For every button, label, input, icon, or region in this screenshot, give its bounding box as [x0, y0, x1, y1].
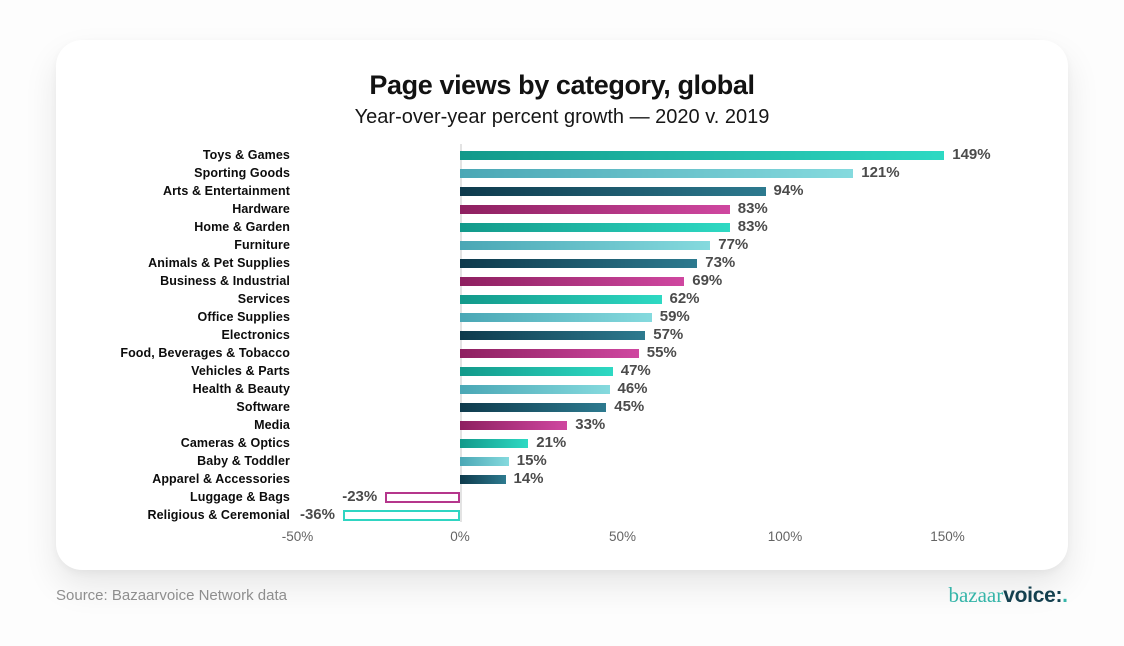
bar-row — [56, 236, 1068, 254]
category-label: Hardware — [232, 202, 290, 216]
value-label: 77% — [718, 236, 749, 253]
bar-row — [56, 380, 1068, 398]
category-label: Sporting Goods — [194, 166, 290, 180]
category-label: Office Supplies — [197, 310, 290, 324]
bazaarvoice-logo — [948, 582, 1068, 607]
logo-text-voice: voice: — [1003, 583, 1063, 607]
value-label: 73% — [705, 254, 736, 271]
value-label: -23% — [342, 488, 378, 505]
bar — [460, 457, 509, 466]
x-axis-tick-label: 100% — [767, 529, 803, 544]
x-axis-tick-label: -50% — [281, 529, 314, 544]
bar — [460, 151, 944, 160]
bar — [460, 367, 613, 376]
bar — [460, 313, 652, 322]
category-label: Food, Beverages & Tobacco — [120, 346, 290, 360]
bar-row — [56, 470, 1068, 488]
value-label: 149% — [952, 146, 991, 163]
bar — [460, 169, 853, 178]
bar — [460, 259, 697, 268]
category-label: Business & Industrial — [160, 274, 290, 288]
bar — [460, 295, 662, 304]
category-label: Furniture — [234, 238, 290, 252]
bar — [460, 331, 645, 340]
value-label: 69% — [692, 272, 723, 289]
value-label: 62% — [669, 290, 700, 307]
bar-row — [56, 164, 1068, 182]
value-label: 47% — [620, 362, 651, 379]
bar-row — [56, 416, 1068, 434]
bar — [343, 510, 460, 521]
bar-row — [56, 398, 1068, 416]
bar — [460, 403, 606, 412]
bar-row — [56, 254, 1068, 272]
value-label: 83% — [737, 200, 768, 217]
chart-title: Page views by category, global — [369, 70, 755, 100]
bar-row — [56, 272, 1068, 290]
bar-row — [56, 434, 1068, 452]
category-label: Health & Beauty — [192, 382, 290, 396]
logo-text-bazaar: bazaar — [948, 582, 1004, 607]
bar-row — [56, 452, 1068, 470]
bar — [460, 385, 610, 394]
value-label: 15% — [516, 452, 547, 469]
bar — [460, 205, 730, 214]
bar — [460, 421, 567, 430]
bar-row — [56, 506, 1068, 524]
bar — [460, 277, 684, 286]
value-label: 121% — [861, 164, 900, 181]
category-label: Toys & Games — [202, 148, 290, 162]
category-label: Cameras & Optics — [180, 436, 290, 450]
bar-row — [56, 308, 1068, 326]
x-axis-tick-label: 50% — [608, 529, 637, 544]
bar-row — [56, 362, 1068, 380]
bar-row — [56, 488, 1068, 506]
category-label: Software — [236, 400, 290, 414]
value-label: 45% — [614, 398, 645, 415]
value-label: 83% — [737, 218, 768, 235]
logo-dot: . — [1062, 583, 1068, 607]
x-axis-tick-label: 0% — [450, 529, 470, 544]
category-label: Apparel & Accessories — [152, 472, 290, 486]
bar — [460, 475, 506, 484]
value-label: 57% — [653, 326, 684, 343]
bar-row — [56, 326, 1068, 344]
value-label: 94% — [773, 182, 804, 199]
category-label: Animals & Pet Supplies — [148, 256, 290, 270]
bar — [460, 223, 730, 232]
category-label: Media — [254, 418, 290, 432]
value-label: 59% — [659, 308, 690, 325]
category-label: Religious & Ceremonial — [147, 508, 290, 522]
bar — [460, 241, 710, 250]
category-label: Vehicles & Parts — [191, 364, 290, 378]
bar — [460, 187, 766, 196]
chart-subtitle: Year-over-year percent growth — 2020 v. 2019 — [354, 106, 770, 128]
bar-row — [56, 182, 1068, 200]
bar-row — [56, 200, 1068, 218]
value-label: 33% — [575, 416, 606, 433]
bar-row — [56, 146, 1068, 164]
category-label: Luggage & Bags — [189, 490, 290, 504]
value-label: 21% — [536, 434, 567, 451]
bar — [460, 349, 639, 358]
bar-chart-rows — [56, 146, 1068, 524]
bar-row — [56, 218, 1068, 236]
value-label: 55% — [646, 344, 677, 361]
category-label: Baby & Toddler — [197, 454, 290, 468]
source-note: Source: Bazaarvoice Network data — [56, 586, 287, 604]
category-label: Electronics — [221, 328, 290, 342]
category-label: Home & Garden — [194, 220, 290, 234]
value-label: -36% — [299, 506, 335, 523]
bar-row — [56, 344, 1068, 362]
bar — [460, 439, 528, 448]
x-axis — [56, 529, 1068, 551]
category-label: Services — [237, 292, 290, 306]
x-axis-tick-label: 150% — [930, 529, 965, 544]
bar — [385, 492, 460, 503]
chart-card — [56, 40, 1068, 570]
category-label: Arts & Entertainment — [162, 184, 290, 198]
footer — [56, 580, 1068, 610]
value-label: 14% — [513, 470, 544, 487]
value-label: 46% — [617, 380, 648, 397]
bar-row — [56, 290, 1068, 308]
